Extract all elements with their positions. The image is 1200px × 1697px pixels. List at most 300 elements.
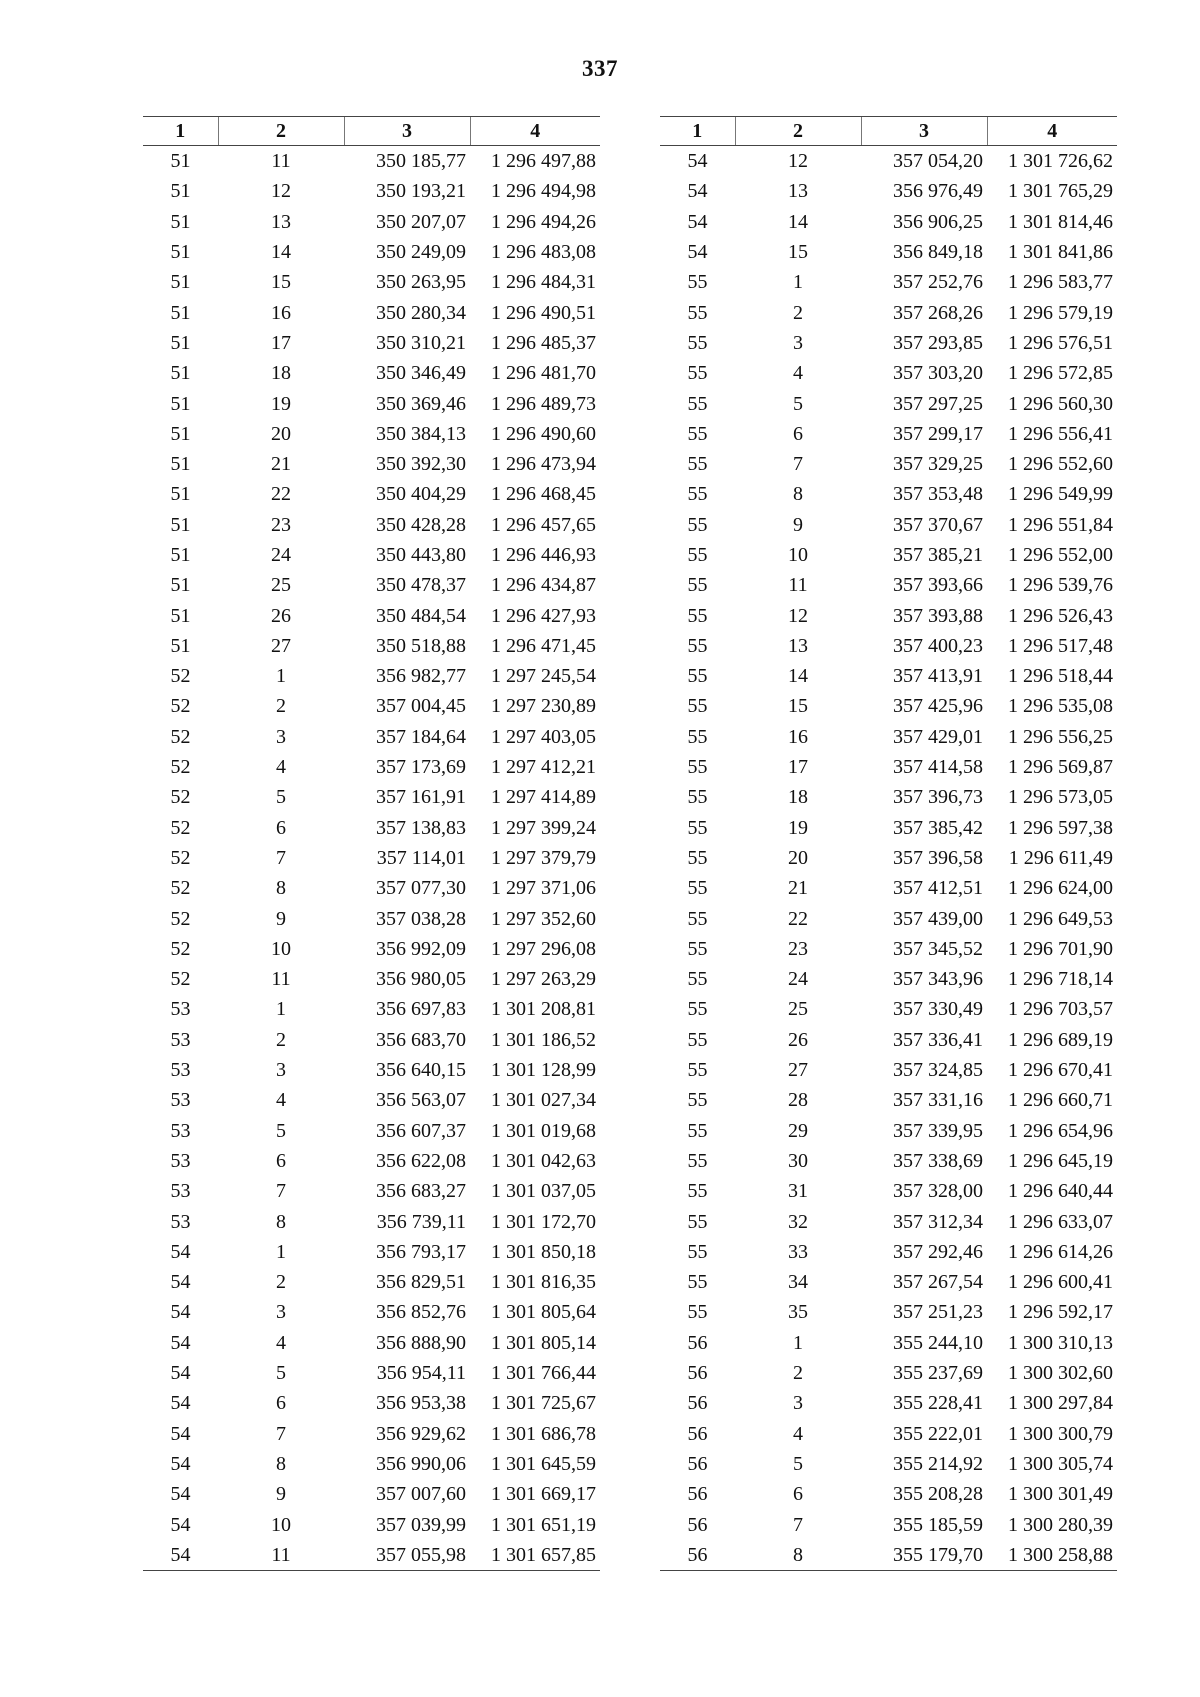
table-row (143, 449, 600, 479)
table-cell-col-3: 356 954,11 (376, 1362, 466, 1385)
table-cell-col-4: 1 296 660,71 (1008, 1089, 1113, 1112)
table-row (143, 873, 600, 903)
table-cell-col-4: 1 296 718,14 (1008, 968, 1113, 991)
table-header (660, 117, 1117, 146)
table-cell-col-2: 11 (271, 968, 291, 991)
table-cell-col-3: 356 980,05 (376, 968, 466, 991)
table-cell-col-3: 357 292,46 (893, 1240, 983, 1263)
table-row (660, 449, 1117, 479)
table-cell-col-2: 7 (276, 1180, 286, 1203)
table-cell-col-3: 350 185,77 (376, 150, 466, 173)
table-cell-col-4: 1 296 490,51 (491, 301, 596, 324)
table-cell-col-2: 26 (271, 604, 291, 627)
table-row (660, 600, 1117, 630)
table-cell-col-2: 11 (271, 150, 291, 173)
table-cell-col-1: 52 (170, 725, 191, 748)
table-cell-col-4: 1 296 489,73 (491, 392, 596, 415)
table-cell-col-1: 52 (170, 968, 191, 991)
table-cell-col-2: 2 (276, 695, 286, 718)
table-cell-col-3: 356 990,06 (376, 1452, 466, 1475)
table-cell-col-2: 4 (276, 1331, 286, 1354)
table-cell-col-3: 357 393,88 (893, 604, 983, 627)
table-cell-col-1: 55 (687, 1271, 708, 1294)
table-cell-col-1: 51 (170, 150, 191, 173)
table-cell-col-2: 27 (271, 634, 291, 657)
table-cell-col-2: 13 (788, 180, 808, 203)
table-cell-col-1: 51 (170, 483, 191, 506)
table-cell-col-3: 357 343,96 (893, 968, 983, 991)
table-row (660, 1146, 1117, 1176)
table-cell-col-1: 55 (687, 574, 708, 597)
table-cell-col-3: 350 518,88 (376, 634, 466, 657)
table-cell-col-4: 1 296 494,26 (491, 210, 596, 233)
table-row (660, 813, 1117, 843)
table-cell-col-1: 52 (170, 786, 191, 809)
table-cell-col-4: 1 296 481,70 (491, 362, 596, 385)
table-cell-col-4: 1 300 301,49 (1008, 1483, 1113, 1506)
table-cell-col-2: 22 (788, 907, 808, 930)
table-cell-col-3: 357 396,73 (893, 786, 983, 809)
table-row (660, 1055, 1117, 1085)
table-cell-col-4: 1 296 457,65 (491, 513, 596, 536)
table-cell-col-3: 357 396,58 (893, 846, 983, 869)
table-cell-col-4: 1 297 412,21 (491, 756, 596, 779)
table-cell-col-2: 33 (788, 1240, 808, 1263)
table-row (660, 722, 1117, 752)
table-cell-col-4: 1 301 814,46 (1008, 210, 1113, 233)
table-cell-col-2: 3 (793, 331, 803, 354)
table-cell-col-3: 350 443,80 (376, 544, 466, 566)
table-cell-col-3: 356 852,76 (376, 1301, 466, 1324)
table-row (660, 297, 1117, 327)
column-header-2: 2 (218, 117, 344, 146)
table-cell-col-3: 350 404,29 (376, 483, 466, 506)
table-cell-col-1: 53 (170, 1119, 191, 1142)
table-cell-col-3: 356 622,08 (376, 1149, 466, 1172)
table-cell-col-4: 1 296 583,77 (1008, 271, 1113, 294)
table-cell-col-2: 20 (788, 846, 808, 869)
table-cell-col-1: 51 (170, 604, 191, 627)
table-cell-col-2: 29 (788, 1119, 808, 1142)
table-row (660, 328, 1117, 358)
table-cell-col-4: 1 296 633,07 (1008, 1210, 1113, 1233)
table-row (143, 1540, 600, 1571)
table-cell-col-4: 1 296 551,84 (1008, 513, 1113, 536)
table-row (660, 1509, 1117, 1539)
table-cell-col-3: 357 336,41 (893, 1028, 983, 1051)
table-cell-col-4: 1 297 379,79 (491, 846, 596, 869)
table-cell-col-2: 30 (788, 1149, 808, 1172)
table-cell-col-3: 356 976,49 (893, 180, 983, 203)
table-row (143, 994, 600, 1024)
table-cell-col-1: 55 (687, 786, 708, 809)
table-cell-col-3: 357 004,45 (376, 695, 466, 718)
table-cell-col-3: 350 280,34 (376, 301, 466, 324)
table-cell-col-3: 357 055,98 (344, 1540, 470, 1571)
coordinates-table-left (143, 116, 600, 1571)
table-cell-col-3: 357 413,91 (893, 665, 983, 688)
table-cell-col-1: 52 (170, 695, 191, 718)
table-cell-col-2: 4 (276, 756, 286, 779)
table-cell-col-3: 357 329,25 (893, 453, 983, 476)
table-cell-col-4: 1 296 576,51 (1008, 331, 1113, 354)
table-cell-col-4: 1 296 614,26 (1008, 1240, 1113, 1263)
table-cell-col-1: 56 (660, 1540, 735, 1571)
table-cell-col-4: 1 296 484,31 (491, 271, 596, 294)
table-cell-col-1: 55 (687, 513, 708, 536)
table-row (143, 1237, 600, 1267)
table-row (660, 964, 1117, 994)
table-cell-col-1: 55 (687, 756, 708, 779)
table-cell-col-4: 1 296 494,98 (491, 180, 596, 203)
table-cell-col-2: 21 (788, 877, 808, 900)
table-row (660, 661, 1117, 691)
table-cell-col-4: 1 301 850,18 (491, 1240, 596, 1263)
table-cell-col-1: 55 (687, 271, 708, 294)
table-cell-col-3: 357 267,54 (893, 1271, 983, 1294)
table-cell-col-2: 24 (788, 968, 808, 991)
table-cell-col-4: 1 301 805,14 (491, 1331, 596, 1354)
table-row (143, 1328, 600, 1358)
table-cell-col-3: 350 207,07 (376, 210, 466, 233)
table-cell-col-4: 1 296 552,00 (1008, 544, 1113, 566)
table-cell-col-3: 356 953,38 (376, 1392, 466, 1415)
table-cell-col-3: 357 330,49 (893, 998, 983, 1021)
table-cell-col-4: 1 296 573,05 (1008, 786, 1113, 809)
table-cell-col-3: 350 249,09 (376, 241, 466, 264)
table-cell-col-3: 357 138,83 (376, 816, 466, 839)
table-cell-col-4: 1 296 649,53 (1008, 907, 1113, 930)
table-cell-col-1: 51 (170, 453, 191, 476)
table-row (143, 1206, 600, 1236)
table-cell-col-2: 19 (271, 392, 291, 415)
table-cell-col-4: 1 296 600,41 (1008, 1271, 1113, 1294)
table-row (143, 570, 600, 600)
table-row (660, 510, 1117, 540)
table-cell-col-3: 357 328,00 (893, 1180, 983, 1203)
table-cell-col-2: 2 (276, 1271, 286, 1294)
table-cell-col-4: 1 296 703,57 (1008, 998, 1113, 1021)
table-cell-col-4: 1 296 549,99 (1008, 483, 1113, 506)
table-cell-col-1: 51 (170, 301, 191, 324)
table-cell-col-2: 7 (793, 453, 803, 476)
table-cell-col-2: 14 (788, 665, 808, 688)
table-cell-col-3: 356 697,83 (376, 998, 466, 1021)
table-row (660, 873, 1117, 903)
table-row (143, 600, 600, 630)
table-cell-col-3: 357 439,00 (893, 907, 983, 930)
table-row (660, 267, 1117, 297)
table-cell-col-4: 1 296 645,19 (1008, 1149, 1113, 1172)
table-cell-col-1: 55 (687, 1059, 708, 1082)
table-row (143, 691, 600, 721)
table-cell-col-3: 356 929,62 (376, 1422, 466, 1445)
table-cell-col-2: 1 (793, 1331, 803, 1354)
table-cell-col-2: 5 (276, 786, 286, 809)
table-cell-col-4: 1 301 645,59 (491, 1452, 596, 1475)
table-cell-col-1: 54 (170, 1362, 191, 1385)
table-cell-col-1: 54 (687, 180, 708, 203)
table-row (660, 1267, 1117, 1297)
table-cell-col-4: 1 300 305,74 (1008, 1452, 1113, 1475)
table-cell-col-2: 34 (788, 1271, 808, 1294)
table-cell-col-1: 55 (687, 634, 708, 657)
table-cell-col-2: 8 (276, 1452, 286, 1475)
table-cell-col-3: 356 793,17 (376, 1240, 466, 1263)
table-cell-col-2: 1 (276, 665, 286, 688)
table-row (143, 903, 600, 933)
column-header-3: 3 (344, 117, 470, 146)
table-cell-col-2: 28 (788, 1089, 808, 1112)
table-cell-col-4: 1 296 468,45 (491, 483, 596, 506)
table-cell-col-1: 55 (687, 1149, 708, 1172)
table-row (660, 570, 1117, 600)
table-cell-col-1: 54 (170, 1452, 191, 1475)
table-cell-col-4: 1 297 263,29 (491, 968, 596, 991)
table-cell-col-1: 55 (687, 544, 708, 566)
table-cell-col-2: 11 (788, 574, 808, 597)
table-row (660, 419, 1117, 449)
table-cell-col-4: 1 301 669,17 (491, 1483, 596, 1506)
table-cell-col-3: 356 683,27 (376, 1180, 466, 1203)
table-cell-col-2: 3 (276, 1301, 286, 1324)
table-cell-col-2: 2 (793, 1362, 803, 1385)
table-cell-col-2: 6 (276, 1149, 286, 1172)
table-row (143, 1176, 600, 1206)
table-row (143, 1449, 600, 1479)
table-cell-col-4: 1 301 726,62 (1008, 150, 1113, 173)
table-row (660, 843, 1117, 873)
table-cell-col-3: 355 214,92 (893, 1452, 983, 1475)
table-row (660, 994, 1117, 1024)
table-cell-col-1: 51 (170, 544, 191, 566)
table-cell-col-1: 52 (170, 816, 191, 839)
table-cell-col-2: 11 (218, 1540, 344, 1571)
table-row (143, 1267, 600, 1297)
table-row (143, 722, 600, 752)
table-cell-col-4: 1 296 556,25 (1008, 725, 1113, 748)
table-cell-col-2: 26 (788, 1028, 808, 1051)
table-cell-col-4: 1 301 765,29 (1008, 180, 1113, 203)
table-cell-col-2: 2 (276, 1028, 286, 1051)
table-cell-col-1: 54 (687, 150, 708, 173)
table-cell-col-1: 51 (170, 422, 191, 445)
table-cell-col-2: 16 (788, 725, 808, 748)
table-cell-col-3: 356 888,90 (376, 1331, 466, 1354)
table-cell-col-2: 3 (276, 1059, 286, 1082)
table-cell-col-3: 357 038,28 (376, 907, 466, 930)
table-cell-col-4: 1 297 414,89 (491, 786, 596, 809)
table-cell-col-1: 55 (687, 937, 708, 960)
table-cell-col-4: 1 296 490,60 (491, 422, 596, 445)
table-cell-col-2: 5 (793, 392, 803, 415)
table-cell-col-3: 357 077,30 (376, 877, 466, 900)
table-cell-col-3: 357 385,42 (893, 816, 983, 839)
table-cell-col-2: 8 (735, 1540, 861, 1571)
table-cell-col-3: 357 339,95 (893, 1119, 983, 1142)
table-cell-col-3: 357 345,52 (893, 937, 983, 960)
table-cell-col-3: 356 683,70 (376, 1028, 466, 1051)
table-cell-col-1: 56 (687, 1452, 708, 1475)
table-row (660, 1206, 1117, 1236)
table-row (143, 843, 600, 873)
table-cell-col-4: 1 296 611,49 (1008, 846, 1113, 869)
table-cell-col-2: 12 (271, 180, 291, 203)
table-cell-col-2: 2 (793, 301, 803, 324)
table-row (660, 1449, 1117, 1479)
table-cell-col-3: 356 906,25 (893, 210, 983, 233)
table-cell-col-4: 1 296 473,94 (491, 453, 596, 476)
table-row (660, 1176, 1117, 1206)
table-cell-col-3: 350 478,37 (376, 574, 466, 597)
table-cell-col-1: 52 (170, 665, 191, 688)
table-cell-col-4: 1 301 651,19 (491, 1513, 596, 1536)
column-header-2: 2 (735, 117, 861, 146)
table-row (143, 1116, 600, 1146)
table-cell-col-1: 52 (170, 877, 191, 900)
table-cell-col-2: 6 (793, 422, 803, 445)
table-cell-col-1: 54 (170, 1331, 191, 1354)
table-cell-col-2: 35 (788, 1301, 808, 1324)
table-cell-col-4: 1 301 725,67 (491, 1392, 596, 1415)
table-cell-col-1: 53 (170, 1149, 191, 1172)
table-cell-col-2: 3 (276, 725, 286, 748)
table-cell-col-2: 18 (788, 786, 808, 809)
table-cell-col-2: 19 (788, 816, 808, 839)
table-row (660, 540, 1117, 570)
table-cell-col-4: 1 296 471,45 (491, 634, 596, 657)
table-row (660, 631, 1117, 661)
table-cell-col-2: 4 (793, 362, 803, 385)
table-cell-col-3: 350 484,54 (376, 604, 466, 627)
table-cell-col-2: 27 (788, 1059, 808, 1082)
table-row (143, 146, 600, 177)
table-cell-col-4: 1 301 172,70 (491, 1210, 596, 1233)
table-cell-col-2: 12 (788, 604, 808, 627)
table-cell-col-1: 55 (687, 968, 708, 991)
table-cell-col-1: 55 (687, 1210, 708, 1233)
table-cell-col-4: 1 297 403,05 (491, 725, 596, 748)
table-cell-col-1: 55 (687, 1089, 708, 1112)
table-cell-col-4: 1 297 352,60 (491, 907, 596, 930)
table-row (143, 782, 600, 812)
table-cell-col-1: 54 (143, 1540, 218, 1571)
table-row (143, 752, 600, 782)
table-cell-col-4: 1 296 446,93 (491, 544, 596, 566)
table-cell-col-3: 356 829,51 (376, 1271, 466, 1294)
table-row (660, 146, 1117, 177)
table-cell-col-4: 1 296 539,76 (1008, 574, 1113, 597)
table-cell-col-3: 355 228,41 (893, 1392, 983, 1415)
table-row (660, 1388, 1117, 1418)
table-cell-col-4: 1 296 535,08 (1008, 695, 1113, 718)
table-cell-col-2: 24 (271, 544, 291, 566)
table-cell-col-1: 51 (170, 392, 191, 415)
table-body (143, 146, 600, 1571)
table-cell-col-2: 6 (276, 1392, 286, 1415)
table-cell-col-2: 16 (271, 301, 291, 324)
table-row (143, 1297, 600, 1327)
table-cell-col-2: 23 (788, 937, 808, 960)
table-cell-col-2: 12 (788, 150, 808, 173)
column-header-3: 3 (861, 117, 987, 146)
table-cell-col-2: 15 (271, 271, 291, 294)
column-header-1: 1 (143, 117, 218, 146)
table-cell-col-4: 1 296 592,17 (1008, 1301, 1113, 1324)
table-cell-col-1: 56 (687, 1331, 708, 1354)
table-cell-col-3: 350 193,21 (376, 180, 466, 203)
table-cell-col-3: 357 312,34 (893, 1210, 983, 1233)
table-row (143, 1388, 600, 1418)
table-cell-col-3: 357 324,85 (893, 1059, 983, 1082)
table-cell-col-1: 51 (170, 634, 191, 657)
table-row (143, 540, 600, 570)
table-cell-col-4: 1 301 805,64 (491, 1301, 596, 1324)
table-cell-col-3: 357 303,20 (893, 362, 983, 385)
table-cell-col-1: 54 (687, 210, 708, 233)
table-row (143, 297, 600, 327)
table-cell-col-3: 356 607,37 (376, 1119, 466, 1142)
table-cell-col-1: 54 (170, 1240, 191, 1263)
table-cell-col-4: 1 300 297,84 (1008, 1392, 1113, 1415)
table-cell-col-2: 13 (788, 634, 808, 657)
table-row (143, 358, 600, 388)
table-cell-col-1: 55 (687, 998, 708, 1021)
table-cell-col-1: 56 (687, 1392, 708, 1415)
table-cell-col-1: 53 (170, 998, 191, 1021)
table-cell-col-4: 1 300 302,60 (1008, 1362, 1113, 1385)
table-cell-col-4: 1 296 640,44 (1008, 1180, 1113, 1203)
table-cell-col-4: 1 296 572,85 (1008, 362, 1113, 385)
table-cell-col-4: 1 301 657,85 (470, 1540, 600, 1571)
table-cell-col-2: 9 (276, 1483, 286, 1506)
table-cell-col-2: 7 (276, 1422, 286, 1445)
table-cell-col-4: 1 296 597,38 (1008, 816, 1113, 839)
table-cell-col-3: 357 299,17 (893, 422, 983, 445)
table-cell-col-4: 1 297 399,24 (491, 816, 596, 839)
table-cell-col-2: 5 (276, 1119, 286, 1142)
table-row (143, 267, 600, 297)
table-row (143, 207, 600, 237)
table-cell-col-1: 55 (687, 604, 708, 627)
table-row (660, 388, 1117, 418)
table-cell-col-4: 1 296 518,44 (1008, 665, 1113, 688)
table-cell-col-1: 55 (687, 362, 708, 385)
table-cell-col-1: 55 (687, 846, 708, 869)
table-cell-col-1: 55 (687, 1028, 708, 1051)
table-cell-col-4: 1 296 483,08 (491, 241, 596, 264)
table-cell-col-4: 1 301 027,34 (491, 1089, 596, 1112)
table-cell-col-4: 1 296 497,88 (491, 150, 596, 173)
table-cell-col-2: 9 (793, 513, 803, 536)
table-cell-col-3: 350 384,13 (376, 422, 466, 445)
table-cell-col-2: 5 (276, 1362, 286, 1385)
table-cell-col-1: 55 (687, 301, 708, 324)
table-cell-col-2: 14 (271, 241, 291, 264)
table-cell-col-3: 357 393,66 (893, 574, 983, 597)
table-row (143, 1055, 600, 1085)
table-row (660, 1328, 1117, 1358)
table-row (660, 691, 1117, 721)
table-cell-col-2: 23 (271, 513, 291, 536)
table-cell-col-4: 1 297 296,08 (491, 937, 596, 960)
table-cell-col-4: 1 296 624,00 (1008, 877, 1113, 900)
table-cell-col-2: 4 (793, 1422, 803, 1445)
table-row (143, 419, 600, 449)
table-cell-col-1: 55 (687, 1180, 708, 1203)
table-cell-col-2: 32 (788, 1210, 808, 1233)
column-header-1: 1 (660, 117, 735, 146)
